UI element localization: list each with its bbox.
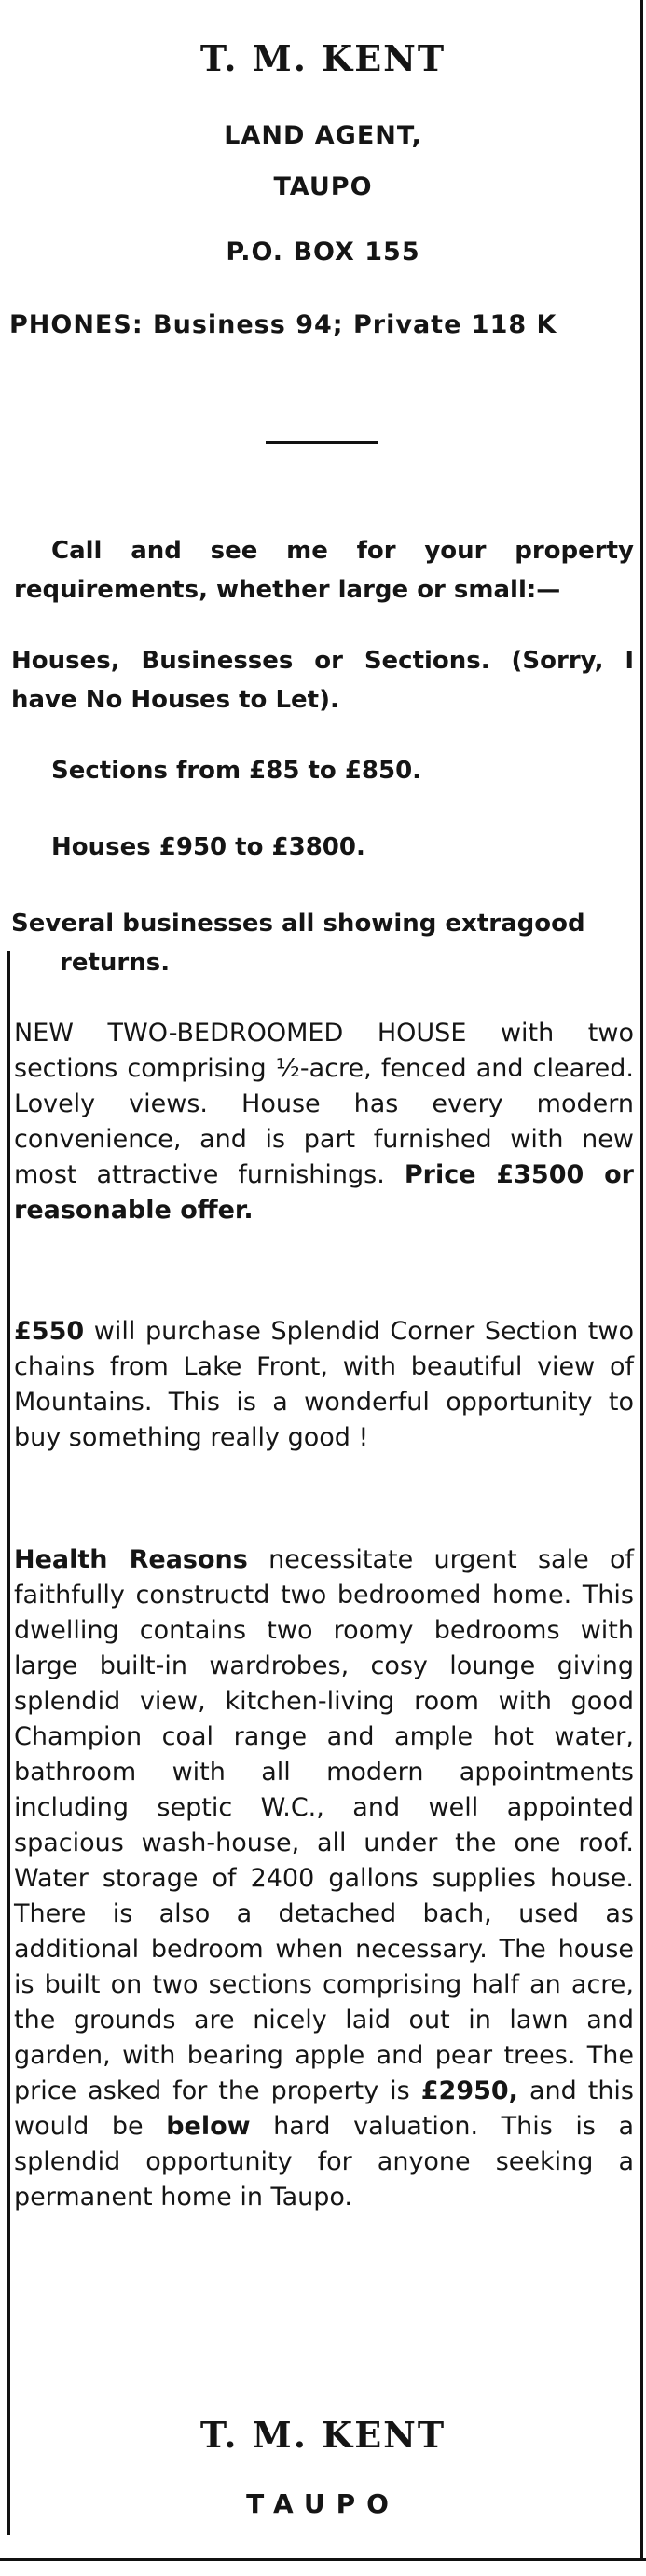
header-po-box: P.O. BOX 155 — [226, 238, 420, 267]
footer-town: TAUPO — [246, 2488, 400, 2519]
footer-name: T. M. KENT — [199, 2414, 447, 2456]
left-column-rule — [7, 951, 10, 2535]
listing-corner-section-text: will purchase Splendid Corner Section two chains from Lake Front, with beautiful view of Mountains. This is a wonderful opportunity to buy something really good ! — [14, 1317, 634, 1452]
right-column-rule — [640, 0, 643, 2558]
section-divider — [266, 441, 378, 444]
bottom-rule — [0, 2558, 646, 2561]
listing-new-house — [14, 1016, 634, 1228]
listing-corner-section — [14, 1314, 634, 1456]
header-town: TAUPO — [273, 172, 373, 201]
header-name: T. M. KENT — [199, 37, 447, 79]
header-title: LAND AGENT, — [224, 121, 422, 150]
listing-health-reasons-text-2: and this would be — [14, 2076, 635, 2141]
listing-corner-section-price: £550 — [14, 1317, 85, 1346]
intro-houses-businesses: Houses, Businesses or Sections. (Sorry, I have No Houses to Let). — [11, 647, 634, 714]
header-phones: PHONES: Business 94; Private 118 K — [9, 310, 557, 339]
intro-call-text: Call and see me for your property requirements, whether large or small:— — [14, 537, 634, 604]
listing-health-reasons-price: £2950, — [420, 2076, 518, 2105]
listing-health-reasons-emphasis: below — [166, 2112, 251, 2141]
listing-health-reasons — [14, 1542, 634, 2215]
listing-health-reasons-text-3: hard valuation. This is a splendid opportunity for anyone seeking a permanent home in Taupo. — [14, 2112, 634, 2212]
intro-sections-price: Sections from £85 to £850. — [51, 757, 422, 785]
listing-new-house-text: NEW TWO-BEDROOMED HOUSE with two sections comprising ½-acre, fenced and cleared. Lovely views. House has every modern convenience, and is part furnished with new most attractive furnishings. — [14, 1019, 634, 1189]
listing-health-reasons-text: necessitate urgent sale of faithfully constructd two bedroomed home. This dwelling contains two roomy bedrooms with large built-in wardrobes, cosy lounge giving splendid view, kitchen-living room with good Champion coal range and ample hot water, bathroom with all modern appointments including septic W.C., and well appointed spacious wash-house, all under the one roof. Water storage of 2400 gallons supplies house. There is also a detached bach, used as additional bedroom when necessary. The house is built on two sections comprising half an acre, the grounds are nicely laid out in lawn and garden, with bearing apple and pear trees. The price asked for the property is — [14, 1545, 634, 2105]
listing-new-house-price: Price £3500 or reasonable offer. — [14, 1160, 634, 1225]
intro-businesses: Several businesses all showing extragood returns. — [11, 910, 585, 977]
listing-health-reasons-lead: Health Reasons — [14, 1545, 248, 1574]
intro-houses-price: Houses £950 to £3800. — [51, 833, 365, 861]
